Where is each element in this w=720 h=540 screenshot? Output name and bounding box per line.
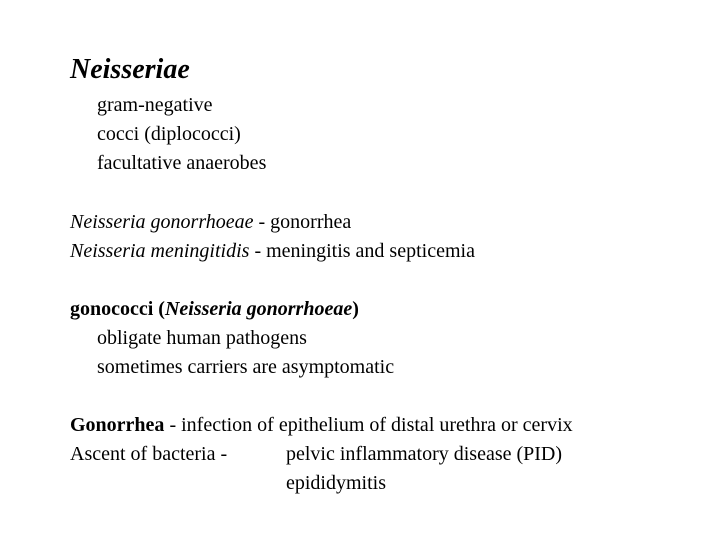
species-disease: - meningitis and septicemia <box>249 240 475 262</box>
species-line-gonorrhoeae <box>70 210 351 234</box>
ascent-item-pid: pelvic inflammatory disease (PID) <box>286 443 563 465</box>
heading-gonococci <box>70 297 359 321</box>
gonococci-item-carriers: sometimes carriers are asymptomatic <box>97 356 395 378</box>
gonococci-item-obligate: obligate human pathogens <box>97 327 307 349</box>
gonococci-label: gonococci ( <box>70 298 165 320</box>
ascent-item-epididymitis: epididymitis <box>286 472 386 494</box>
species-line-meningitidis <box>70 239 475 263</box>
neisseriae-item-gram-negative: gram-negative <box>97 94 213 116</box>
species-disease: - gonorrhea <box>253 211 352 233</box>
ascent-label: Ascent of bacteria - <box>70 443 228 465</box>
gonococci-species: Neisseria gonorrhoeae <box>164 298 353 320</box>
gonorrhea-definition: - infection of epithelium of distal urethra or cervix <box>164 414 573 436</box>
species-name: Neisseria gonorrhoeae <box>70 211 254 233</box>
neisseriae-item-facultative: facultative anaerobes <box>97 152 267 174</box>
gonorrhea-line <box>70 413 573 437</box>
neisseriae-item-cocci: cocci (diplococci) <box>97 123 241 145</box>
gonorrhea-term: Gonorrhea <box>70 414 165 436</box>
gonococci-close: ) <box>352 298 359 320</box>
species-name: Neisseria meningitidis <box>70 240 250 262</box>
heading-neisseriae: Neisseriae <box>70 54 190 85</box>
